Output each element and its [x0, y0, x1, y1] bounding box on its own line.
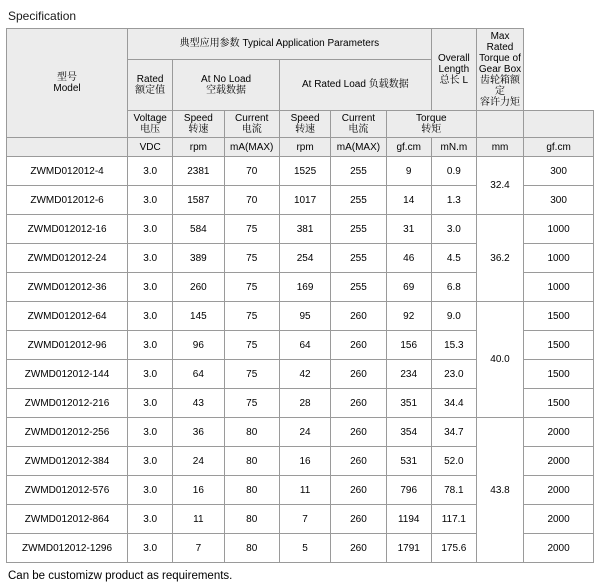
unit-load-current: mA(MAX): [331, 138, 386, 157]
cell-load-speed: 169: [279, 273, 330, 302]
unit-noload-speed: rpm: [173, 138, 224, 157]
cell-noload-current: 75: [224, 215, 279, 244]
table-row: [7, 418, 594, 447]
cell-voltage: 3.0: [128, 215, 173, 244]
cell-torque-mnm: 175.6: [431, 534, 476, 563]
cell-voltage: 3.0: [128, 505, 173, 534]
cell-torque-mnm: 52.0: [431, 447, 476, 476]
cell-voltage: 3.0: [128, 389, 173, 418]
cell-model: ZWMD012012-1296: [7, 534, 128, 563]
cell-noload-speed: 389: [173, 244, 224, 273]
table-row: [7, 302, 594, 331]
cell-load-current: 260: [331, 389, 386, 418]
cell-max-rated-torque: 2000: [524, 534, 594, 563]
cell-load-current: 255: [331, 273, 386, 302]
cell-noload-speed: 260: [173, 273, 224, 302]
cell-noload-current: 75: [224, 244, 279, 273]
cell-noload-current: 75: [224, 389, 279, 418]
cell-model: ZWMD012012-216: [7, 389, 128, 418]
column-header-load-speed: Speed 转速: [279, 111, 330, 138]
cell-noload-current: 80: [224, 418, 279, 447]
cell-torque-mnm: 6.8: [431, 273, 476, 302]
cell-load-current: 260: [331, 505, 386, 534]
cell-noload-speed: 1587: [173, 186, 224, 215]
column-header-voltage: Voltage 电压: [128, 111, 173, 138]
cell-max-rated-torque: 2000: [524, 476, 594, 505]
cell-model: ZWMD012012-144: [7, 360, 128, 389]
cell-torque-mnm: 3.0: [431, 215, 476, 244]
column-header-load-current: Current 电流: [331, 111, 386, 138]
cell-noload-current: 70: [224, 157, 279, 186]
cell-voltage: 3.0: [128, 302, 173, 331]
table-header: [7, 29, 594, 157]
footer-note: Can be customizw product as requirements.: [8, 570, 233, 582]
cell-torque-gfcm: 31: [386, 215, 431, 244]
cell-torque-gfcm: 531: [386, 447, 431, 476]
unit-model: [7, 138, 128, 157]
specification-table: [6, 28, 594, 563]
unit-max-torque: gf.cm: [524, 138, 594, 157]
cell-noload-speed: 96: [173, 331, 224, 360]
cell-noload-current: 75: [224, 331, 279, 360]
cell-load-speed: 381: [279, 215, 330, 244]
column-header-max-torque-spacer: [524, 111, 594, 138]
cell-noload-current: 80: [224, 447, 279, 476]
cell-torque-mnm: 117.1: [431, 505, 476, 534]
cell-max-rated-torque: 1000: [524, 244, 594, 273]
cell-torque-gfcm: 14: [386, 186, 431, 215]
cell-noload-speed: 36: [173, 418, 224, 447]
cell-model: ZWMD012012-384: [7, 447, 128, 476]
cell-model: ZWMD012012-96: [7, 331, 128, 360]
cell-load-current: 260: [331, 447, 386, 476]
cell-voltage: 3.0: [128, 534, 173, 563]
cell-model: ZWMD012012-864: [7, 505, 128, 534]
unit-voltage: VDC: [128, 138, 173, 157]
cell-load-speed: 7: [279, 505, 330, 534]
cell-model: ZWMD012012-16: [7, 215, 128, 244]
cell-noload-current: 75: [224, 360, 279, 389]
cell-max-rated-torque: 300: [524, 157, 594, 186]
cell-torque-mnm: 78.1: [431, 476, 476, 505]
column-header-noload-current: Current 电流: [224, 111, 279, 138]
column-header-max-rated-torque: Max Rated Torque of Gear Box 齿轮箱额定 容许力矩: [476, 29, 523, 111]
cell-torque-gfcm: 156: [386, 331, 431, 360]
cell-max-rated-torque: 1500: [524, 389, 594, 418]
cell-load-speed: 1525: [279, 157, 330, 186]
cell-noload-current: 80: [224, 534, 279, 563]
cell-voltage: 3.0: [128, 273, 173, 302]
cell-torque-mnm: 4.5: [431, 244, 476, 273]
cell-max-rated-torque: 1000: [524, 273, 594, 302]
cell-noload-speed: 64: [173, 360, 224, 389]
cell-load-speed: 1017: [279, 186, 330, 215]
cell-load-speed: 5: [279, 534, 330, 563]
cell-noload-speed: 2381: [173, 157, 224, 186]
cell-torque-gfcm: 92: [386, 302, 431, 331]
cell-voltage: 3.0: [128, 360, 173, 389]
cell-load-speed: 24: [279, 418, 330, 447]
page-title: Specification: [8, 9, 77, 23]
cell-torque-mnm: 0.9: [431, 157, 476, 186]
cell-torque-mnm: 23.0: [431, 360, 476, 389]
cell-load-current: 260: [331, 302, 386, 331]
unit-overall-length: mm: [476, 138, 523, 157]
cell-noload-current: 70: [224, 186, 279, 215]
cell-noload-speed: 16: [173, 476, 224, 505]
cell-load-current: 255: [331, 244, 386, 273]
unit-noload-current: mA(MAX): [224, 138, 279, 157]
cell-torque-gfcm: 46: [386, 244, 431, 273]
column-header-typical-parameters: 典型应用参数 Typical Application Parameters: [128, 29, 432, 60]
cell-model: ZWMD012012-6: [7, 186, 128, 215]
cell-load-speed: 254: [279, 244, 330, 273]
cell-noload-speed: 43: [173, 389, 224, 418]
cell-noload-current: 75: [224, 302, 279, 331]
cell-load-speed: 28: [279, 389, 330, 418]
column-header-model: 型号 Model: [7, 29, 128, 138]
cell-overall-length: 40.0: [476, 302, 523, 418]
cell-torque-gfcm: 234: [386, 360, 431, 389]
cell-load-current: 255: [331, 215, 386, 244]
cell-load-speed: 11: [279, 476, 330, 505]
column-header-rated-load: At Rated Load 负载数据: [279, 59, 431, 111]
cell-model: ZWMD012012-4: [7, 157, 128, 186]
cell-voltage: 3.0: [128, 476, 173, 505]
cell-load-current: 260: [331, 360, 386, 389]
header-row-groups: [7, 29, 594, 60]
cell-torque-gfcm: 1194: [386, 505, 431, 534]
cell-torque-mnm: 1.3: [431, 186, 476, 215]
column-header-overall-length-spacer: [476, 111, 523, 138]
cell-noload-current: 80: [224, 476, 279, 505]
cell-overall-length: 43.8: [476, 418, 523, 563]
cell-load-speed: 95: [279, 302, 330, 331]
cell-max-rated-torque: 1500: [524, 331, 594, 360]
cell-noload-speed: 584: [173, 215, 224, 244]
cell-noload-speed: 7: [173, 534, 224, 563]
cell-noload-speed: 11: [173, 505, 224, 534]
unit-torque-mnm: mN.m: [431, 138, 476, 157]
cell-max-rated-torque: 2000: [524, 447, 594, 476]
cell-model: ZWMD012012-256: [7, 418, 128, 447]
cell-voltage: 3.0: [128, 186, 173, 215]
cell-max-rated-torque: 300: [524, 186, 594, 215]
cell-noload-current: 80: [224, 505, 279, 534]
cell-load-current: 260: [331, 418, 386, 447]
cell-noload-current: 75: [224, 273, 279, 302]
cell-voltage: 3.0: [128, 244, 173, 273]
table-row: [7, 157, 594, 186]
cell-load-current: 260: [331, 331, 386, 360]
cell-max-rated-torque: 2000: [524, 418, 594, 447]
cell-max-rated-torque: 1000: [524, 215, 594, 244]
unit-torque-gfcm: gf.cm: [386, 138, 431, 157]
cell-voltage: 3.0: [128, 447, 173, 476]
cell-load-speed: 64: [279, 331, 330, 360]
cell-max-rated-torque: 2000: [524, 505, 594, 534]
cell-noload-speed: 24: [173, 447, 224, 476]
cell-max-rated-torque: 1500: [524, 302, 594, 331]
cell-overall-length: 36.2: [476, 215, 523, 302]
column-header-no-load: At No Load 空载数据: [173, 59, 280, 111]
cell-torque-mnm: 9.0: [431, 302, 476, 331]
cell-torque-mnm: 34.4: [431, 389, 476, 418]
cell-torque-mnm: 34.7: [431, 418, 476, 447]
cell-torque-mnm: 15.3: [431, 331, 476, 360]
cell-load-speed: 16: [279, 447, 330, 476]
cell-torque-gfcm: 796: [386, 476, 431, 505]
unit-load-speed: rpm: [279, 138, 330, 157]
cell-torque-gfcm: 354: [386, 418, 431, 447]
cell-noload-speed: 145: [173, 302, 224, 331]
table-body: [7, 157, 594, 563]
cell-load-current: 255: [331, 157, 386, 186]
cell-torque-gfcm: 9: [386, 157, 431, 186]
column-header-rated-value: Rated 额定值: [128, 59, 173, 111]
cell-model: ZWMD012012-24: [7, 244, 128, 273]
column-header-noload-speed: Speed 转速: [173, 111, 224, 138]
cell-voltage: 3.0: [128, 331, 173, 360]
cell-overall-length: 32.4: [476, 157, 523, 215]
cell-model: ZWMD012012-36: [7, 273, 128, 302]
cell-model: ZWMD012012-64: [7, 302, 128, 331]
cell-voltage: 3.0: [128, 418, 173, 447]
cell-max-rated-torque: 1500: [524, 360, 594, 389]
units-row: [7, 138, 594, 157]
cell-torque-gfcm: 69: [386, 273, 431, 302]
column-header-overall-length: Overall Length 总长 L: [431, 29, 476, 111]
column-header-torque: Torque 转矩: [386, 111, 476, 138]
cell-load-current: 255: [331, 186, 386, 215]
cell-load-current: 260: [331, 534, 386, 563]
cell-load-speed: 42: [279, 360, 330, 389]
cell-model: ZWMD012012-576: [7, 476, 128, 505]
table-row: [7, 215, 594, 244]
cell-load-current: 260: [331, 476, 386, 505]
cell-voltage: 3.0: [128, 157, 173, 186]
cell-torque-gfcm: 351: [386, 389, 431, 418]
cell-torque-gfcm: 1791: [386, 534, 431, 563]
